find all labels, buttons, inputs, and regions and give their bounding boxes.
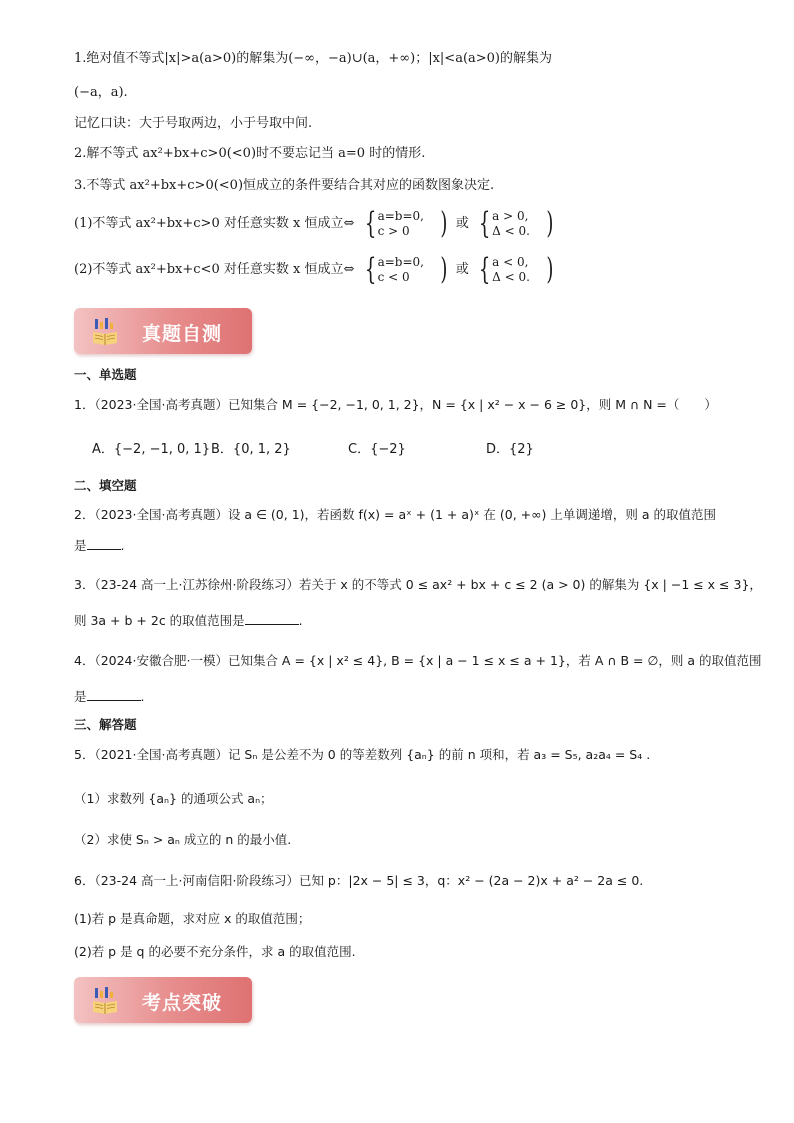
note-3: 3.不等式 ax²+bx+c>0(<0)恒成立的条件要结合其对应的函数图象决定.: [74, 178, 495, 193]
question-6-sub-2: (2)若 p 是 q 的必要不充分条件，求 a 的取值范围.: [74, 944, 356, 959]
section-banner-zhenti: [74, 308, 252, 354]
question-5-stem: 5．（2021·全国·高考真题）记 Sₙ 是公差不为 0 的等差数列 {aₙ} 的前 n 项和，若 a₃ = S₅, a₂a₄ = S₄ .: [74, 747, 651, 762]
note-3-1: [74, 206, 558, 242]
question-3-line-1: 3．（23-24 高一上·江苏徐州·阶段练习）若关于 x 的不等式 0 ≤ ax² + bx + c ≤ 2 (a > 0) 的解集为 {x | −1 ≤ x ≤ 3}，: [74, 577, 762, 592]
note-3-1-prefix: (1)不等式 ax²+bx+c>0 对任意实数 x 恒成立⇔: [74, 216, 355, 231]
question-6-sub-1: (1)若 p 是真命题，求对应 x 的取值范围；: [74, 911, 311, 926]
question-1-option-a[interactable]: A．{−2, −1, 0, 1}: [92, 442, 211, 457]
question-5-sub-2: （2）求使 Sₙ > aₙ 成立的 n 的最小值.: [74, 832, 292, 847]
system-a: { a=b=0, c < 0 ): [364, 251, 448, 287]
or-label: 或: [455, 216, 469, 231]
question-1-option-d[interactable]: D．{2}: [486, 442, 534, 457]
note-1-line-2: (−a，a).: [74, 85, 128, 100]
note-mnemonic: 记忆口诀：大于号取两边，小于号取中间.: [74, 116, 313, 131]
answer-blank[interactable]: [245, 612, 299, 625]
question-4-line-2: 是 .: [74, 689, 145, 704]
section-heading-solution: 三、解答题: [74, 717, 137, 732]
system-a: { a=b=0, c > 0 ): [364, 205, 448, 241]
system-b: { a < 0, Δ < 0. ): [478, 251, 554, 287]
section-banner-kaodian: [74, 977, 252, 1023]
answer-blank[interactable]: [87, 688, 141, 701]
question-1-option-c[interactable]: C．{−2}: [348, 442, 406, 457]
note-1-line-1: 1.绝对值不等式|x|>a(a>0)的解集为(−∞，−a)∪(a，+∞)；|x|<a(a>0)的解集为: [74, 51, 553, 66]
section-heading-fill-blank: 二、填空题: [74, 478, 137, 493]
question-5-sub-1: （1）求数列 {aₙ} 的通项公式 aₙ；: [74, 791, 273, 806]
note-3-2: [74, 252, 558, 288]
question-3-line-2: 则 3a + b + 2c 的取值范围是 .: [74, 613, 303, 628]
or-label: 或: [455, 262, 469, 277]
question-6-stem: 6．（23-24 高一上·河南信阳·阶段练习）已知 p：|2x − 5| ≤ 3，q：x² − (2a − 2)x + a² − 2a ≤ 0.: [74, 873, 644, 888]
question-1-option-b[interactable]: B．{0, 1, 2}: [211, 442, 291, 457]
banner-title: 考点突破: [142, 992, 223, 1014]
question-1-stem: 1．（2023·全国·高考真题）已知集合 M = {−2, −1, 0, 1, 2}，N = {x | x² − x − 6 ≥ 0}，则 M ∩ N =（ ）: [74, 397, 717, 412]
note-2: 2.解不等式 ax²+bx+c>0(<0)时不要忘记当 a=0 时的情形.: [74, 146, 426, 161]
answer-blank[interactable]: [87, 537, 121, 550]
banner-title: 真题自测: [142, 323, 223, 345]
section-heading-single-choice: 一、单选题: [74, 367, 137, 382]
question-2-line-1: 2．（2023·全国·高考真题）设 a ∈ (0, 1)，若函数 f(x) = aˣ + (1 + a)ˣ 在 (0, +∞) 上单调递增，则 a 的取值范围: [74, 507, 717, 522]
question-2-line-2: 是 .: [74, 538, 125, 553]
book-chart-icon: [92, 317, 118, 345]
book-chart-icon: [92, 986, 118, 1014]
system-b: { a > 0, Δ < 0. ): [478, 205, 554, 241]
question-4-line-1: 4．（2024·安徽合肥·一模）已知集合 A = {x | x² ≤ 4}, B = {x | a − 1 ≤ x ≤ a + 1}，若 A ∩ B = ∅，则 a 的取值范围: [74, 653, 762, 668]
note-3-2-prefix: (2)不等式 ax²+bx+c<0 对任意实数 x 恒成立⇔: [74, 262, 355, 277]
